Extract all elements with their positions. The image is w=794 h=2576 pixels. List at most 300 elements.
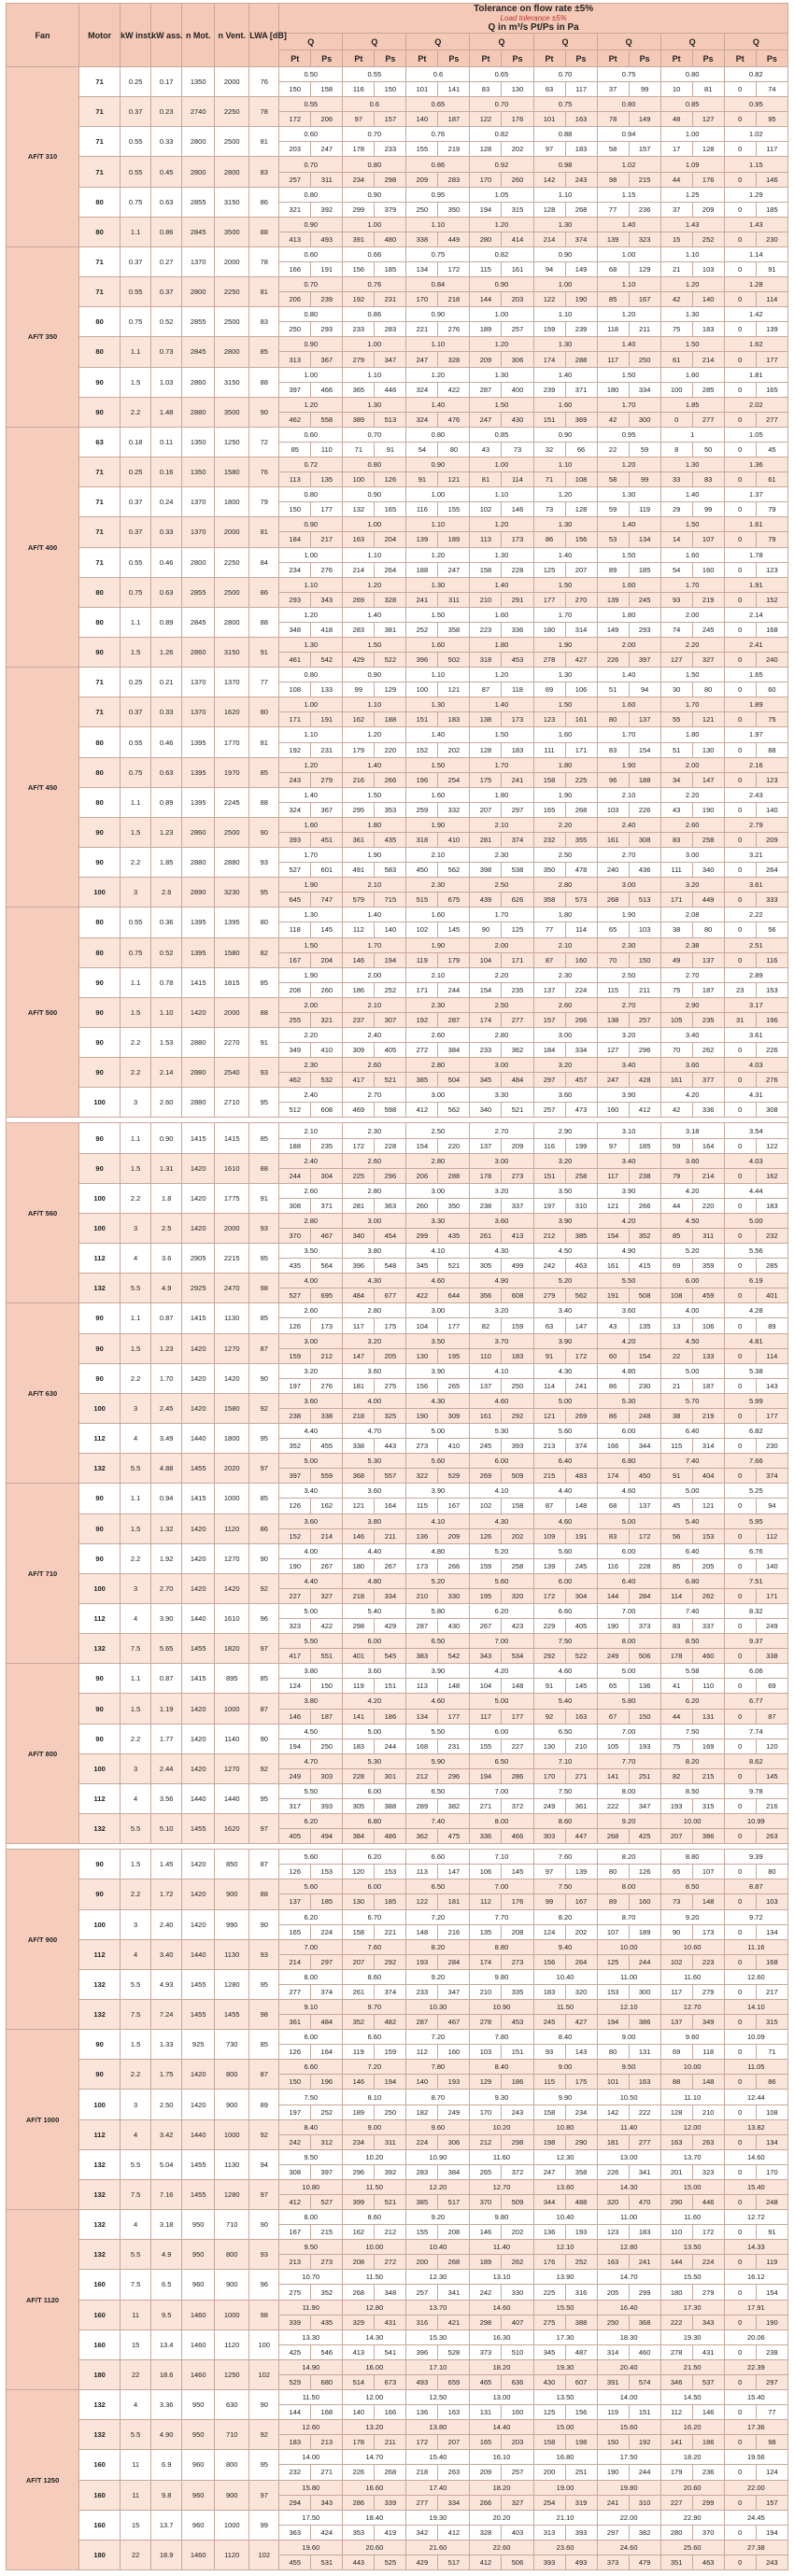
static-pressure-value: 123 xyxy=(756,562,787,577)
flow-rate-value: 3.00 xyxy=(406,1088,470,1103)
flow-rate-value: 4.03 xyxy=(724,1058,787,1073)
total-pressure-value: 244 xyxy=(279,1168,311,1183)
total-pressure-value: 136 xyxy=(406,2405,438,2420)
total-pressure-value: 200 xyxy=(406,2255,438,2270)
sound-level: 90 xyxy=(249,1909,279,1939)
motor-rpm: 1455 xyxy=(182,1454,215,1484)
static-pressure-value: 483 xyxy=(565,1469,597,1484)
motor-rpm: 1455 xyxy=(182,1969,215,1999)
total-pressure-value: 0 xyxy=(724,742,756,757)
flow-rate-value: 0.80 xyxy=(660,67,724,82)
flow-rate-value: 2.50 xyxy=(597,967,660,982)
total-pressure-value: 154 xyxy=(406,1138,438,1153)
static-pressure-value: 140 xyxy=(756,1558,787,1573)
motor-size: 90 xyxy=(79,1028,121,1058)
total-pressure-value: 365 xyxy=(343,382,375,397)
total-pressure-value: 161 xyxy=(597,1259,629,1274)
static-pressure-value: 160 xyxy=(629,1894,660,1909)
static-pressure-value: 135 xyxy=(311,472,343,487)
kw-installed: 5.5 xyxy=(121,1814,151,1844)
total-pressure-value: 158 xyxy=(343,1924,375,1939)
total-pressure-value: 0 xyxy=(724,683,756,697)
flow-rate-value: 7.80 xyxy=(406,2060,470,2075)
table-row xyxy=(7,277,788,292)
flow-rate-value: 16.20 xyxy=(660,2420,724,2435)
total-pressure-value: 43 xyxy=(470,442,502,457)
flow-rate-value: 4.70 xyxy=(343,1424,406,1439)
static-pressure-value: 297 xyxy=(756,2374,787,2389)
flow-rate-value: 9.50 xyxy=(279,2240,343,2255)
flow-rate-value: 3.61 xyxy=(724,878,787,893)
flow-rate-value: 9.20 xyxy=(406,1969,470,1984)
total-pressure-value: 162 xyxy=(343,2225,375,2240)
flow-rate-value: 11.90 xyxy=(279,2300,343,2315)
flow-rate-value: 4.70 xyxy=(279,1753,343,1768)
kw-installed: 1.1 xyxy=(121,1303,151,1333)
total-pressure-value: 316 xyxy=(406,2315,438,2330)
total-pressure-value: 126 xyxy=(279,1499,311,1513)
total-pressure-value: 31 xyxy=(724,1012,756,1027)
flow-rate-value: 0.80 xyxy=(279,187,343,202)
static-pressure-value: 160 xyxy=(565,952,597,967)
static-pressure-value: 127 xyxy=(692,112,724,127)
total-pressure-value: 125 xyxy=(533,2405,565,2420)
flow-rate-value: 1.14 xyxy=(724,246,787,261)
static-pressure-value: 217 xyxy=(311,532,343,547)
total-pressure-value: 279 xyxy=(533,1288,565,1303)
total-pressure-value: 245 xyxy=(533,2015,565,2030)
sound-level: 88 xyxy=(249,997,279,1027)
fan-rpm: 895 xyxy=(215,1664,249,1694)
static-pressure-value: 154 xyxy=(756,2285,787,2300)
total-pressure-value: 318 xyxy=(406,832,438,847)
static-pressure-value: 314 xyxy=(565,622,597,637)
static-pressure-value: 369 xyxy=(565,412,597,427)
total-pressure-value: 54 xyxy=(406,442,438,457)
flow-rate-value: 3.90 xyxy=(533,1213,597,1228)
total-pressure-value: 158 xyxy=(533,772,565,787)
kw-installed: 0.75 xyxy=(121,757,151,787)
fan-rpm: 900 xyxy=(215,1879,249,1909)
fan-model: AF/T 350 xyxy=(7,246,79,427)
static-pressure-value: 385 xyxy=(565,1229,597,1244)
total-pressure-value: 118 xyxy=(597,322,629,337)
flow-rate-value: 1.90 xyxy=(279,878,343,893)
total-pressure-value: 53 xyxy=(597,532,629,547)
static-pressure-value: 268 xyxy=(565,202,597,217)
total-pressure-value: 0 xyxy=(724,292,756,307)
total-pressure-value: 119 xyxy=(343,2045,375,2060)
fan-rpm: 2500 xyxy=(215,127,249,157)
static-pressure-value: 147 xyxy=(692,772,724,787)
static-pressure-value: 551 xyxy=(311,1649,343,1664)
total-pressure-value: 150 xyxy=(279,82,311,97)
flow-rate-value: 0.72 xyxy=(279,457,343,472)
motor-rpm: 1420 xyxy=(182,997,215,1027)
flow-rate-value: 1.00 xyxy=(533,277,597,292)
flow-rate-value: 1.30 xyxy=(343,397,406,412)
motor-rpm: 2855 xyxy=(182,307,215,337)
total-pressure-value: 203 xyxy=(279,142,311,157)
fan-rpm: 2800 xyxy=(215,157,249,187)
motor-rpm: 1455 xyxy=(182,2149,215,2179)
total-pressure-value: 257 xyxy=(406,2285,438,2300)
motor-rpm: 1440 xyxy=(182,1783,215,1813)
static-pressure-value: 268 xyxy=(565,802,597,817)
motor-rpm: 960 xyxy=(182,2510,215,2540)
motor-rpm: 1420 xyxy=(182,1694,215,1724)
flow-rate-value: 16.60 xyxy=(343,2480,406,2495)
kw-absorbed: 2.45 xyxy=(151,1393,182,1423)
flow-rate-value: 6.50 xyxy=(406,1634,470,1649)
static-pressure-value: 407 xyxy=(502,2315,533,2330)
total-pressure-value: 213 xyxy=(279,2255,311,2270)
static-pressure-value: 534 xyxy=(502,1649,533,1664)
flow-rate-value: 4.20 xyxy=(597,1333,660,1348)
static-pressure-value: 220 xyxy=(438,1138,470,1153)
total-pressure-value: 271 xyxy=(470,1798,502,1813)
kw-absorbed: 0.23 xyxy=(151,97,182,127)
total-pressure-value: 37 xyxy=(597,82,629,97)
flow-rate-value: 1.42 xyxy=(724,307,787,322)
total-pressure-value: 393 xyxy=(279,832,311,847)
flow-rate-value: 5.20 xyxy=(660,1244,724,1259)
flow-rate-value: 5.56 xyxy=(724,1244,787,1259)
total-pressure-value: 140 xyxy=(406,2075,438,2090)
sound-level: 85 xyxy=(249,1123,279,1153)
kw-absorbed: 3.6 xyxy=(151,1244,182,1274)
flow-rate-value: 5.40 xyxy=(343,1603,406,1618)
total-pressure-value: 238 xyxy=(470,1198,502,1213)
kw-installed: 4 xyxy=(121,2390,151,2420)
static-pressure-value: 557 xyxy=(375,1469,406,1484)
static-pressure-value: 204 xyxy=(375,532,406,547)
flow-rate-value: 6.00 xyxy=(533,1573,597,1588)
static-pressure-value: 167 xyxy=(565,1894,597,1909)
sound-level: 78 xyxy=(249,246,279,276)
total-pressure-value: 512 xyxy=(279,1103,311,1118)
total-pressure-value: 265 xyxy=(470,2164,502,2179)
header-kw-ass: kW ass. xyxy=(151,4,182,67)
total-pressure-value: 227 xyxy=(279,1588,311,1603)
total-pressure-value: 157 xyxy=(533,1012,565,1027)
flow-rate-value: 3.00 xyxy=(343,1213,406,1228)
flow-rate-value: 0.80 xyxy=(279,487,343,502)
flow-rate-value: 3.20 xyxy=(533,1058,597,1073)
flow-rate-value: 3.40 xyxy=(660,1028,724,1043)
total-pressure-value: 154 xyxy=(597,1229,629,1244)
total-pressure-value: 158 xyxy=(470,562,502,577)
flow-rate-value: 1.43 xyxy=(724,217,787,232)
total-pressure-value: 73 xyxy=(533,502,565,517)
total-pressure-value: 412 xyxy=(406,1103,438,1118)
flow-rate-value: 1.70 xyxy=(470,908,533,922)
kw-installed: 0.55 xyxy=(121,157,151,187)
fan-rpm: 900 xyxy=(215,2270,249,2300)
table-row xyxy=(7,2420,788,2435)
flow-rate-value: 5.00 xyxy=(470,1694,533,1709)
static-pressure-value: 374 xyxy=(756,1469,787,1484)
flow-rate-value: 1.40 xyxy=(660,487,724,502)
static-pressure-value: 151 xyxy=(629,2405,660,2420)
static-pressure-value: 443 xyxy=(375,1439,406,1454)
static-pressure-value: 159 xyxy=(375,2045,406,2060)
total-pressure-value: 44 xyxy=(660,1709,692,1724)
flow-rate-value: 2.10 xyxy=(470,817,533,832)
total-pressure-value: 212 xyxy=(470,2134,502,2149)
total-pressure-value: 180 xyxy=(533,622,565,637)
kw-absorbed: 1.23 xyxy=(151,817,182,847)
total-pressure-value: 105 xyxy=(660,1012,692,1027)
flow-rate-value: 8.20 xyxy=(406,1939,470,1954)
flow-rate-value: 2.50 xyxy=(470,878,533,893)
total-pressure-value: 401 xyxy=(343,1649,375,1664)
flow-rate-value: 7.50 xyxy=(279,2090,343,2104)
static-pressure-value: 352 xyxy=(629,1229,660,1244)
static-pressure-value: 79 xyxy=(756,532,787,547)
flow-rate-value: 24.45 xyxy=(724,2510,787,2525)
flow-rate-value: 0.95 xyxy=(597,427,660,442)
table-row xyxy=(7,2330,788,2344)
total-pressure-value: 161 xyxy=(470,1408,502,1423)
sound-level: 95 xyxy=(249,1088,279,1118)
kw-installed: 5.5 xyxy=(121,1454,151,1484)
static-pressure-value: 564 xyxy=(311,1259,343,1274)
flow-rate-value: 3.00 xyxy=(406,1303,470,1318)
static-pressure-value: 168 xyxy=(311,2405,343,2420)
static-pressure-value: 374 xyxy=(311,1984,343,1999)
flow-rate-value: 2.70 xyxy=(597,848,660,863)
flow-rate-value: 1.02 xyxy=(724,127,787,142)
total-pressure-value: 71 xyxy=(533,472,565,487)
total-pressure-value: 65 xyxy=(660,1865,692,1879)
flow-rate-value: 19.56 xyxy=(724,2450,787,2465)
static-pressure-value: 427 xyxy=(565,653,597,668)
total-pressure-value: 126 xyxy=(279,1318,311,1333)
kw-installed: 0.55 xyxy=(121,727,151,757)
total-pressure-value: 239 xyxy=(533,382,565,397)
flow-rate-value: 5.70 xyxy=(660,1393,724,1408)
motor-rpm: 960 xyxy=(182,2480,215,2510)
flow-rate-value: 0.84 xyxy=(406,277,470,292)
static-pressure-value: 146 xyxy=(692,2405,724,2420)
kw-absorbed: 1.19 xyxy=(151,1694,182,1724)
static-pressure-value: 301 xyxy=(375,1768,406,1783)
flow-rate-value: 3.61 xyxy=(724,1028,787,1043)
table-row xyxy=(7,367,788,382)
flow-rate-value: 9.80 xyxy=(470,1969,533,1984)
static-pressure-value: 185 xyxy=(756,202,787,217)
total-pressure-value: 59 xyxy=(597,502,629,517)
static-pressure-value: 310 xyxy=(629,2495,660,2510)
table-row xyxy=(7,967,788,982)
flow-rate-value: 6.00 xyxy=(597,1424,660,1439)
static-pressure-value: 187 xyxy=(311,1709,343,1724)
motor-rpm: 1440 xyxy=(182,1939,215,1969)
static-pressure-value: 337 xyxy=(692,1619,724,1634)
flow-rate-value: 1.05 xyxy=(724,427,787,442)
static-pressure-value: 216 xyxy=(438,1924,470,1939)
flow-rate-value: 3.20 xyxy=(533,1153,597,1168)
total-pressure-value: 455 xyxy=(279,2555,311,2569)
static-pressure-value: 254 xyxy=(438,772,470,787)
static-pressure-value: 453 xyxy=(502,653,533,668)
flow-rate-value: 0.90 xyxy=(343,187,406,202)
header-lwa: LWA [dB] xyxy=(249,4,279,67)
flow-rate-value: 9.39 xyxy=(724,1850,787,1865)
flow-rate-value: 5.30 xyxy=(470,1424,533,1439)
total-pressure-value: 178 xyxy=(343,2435,375,2450)
motor-size: 90 xyxy=(79,1303,121,1333)
flow-rate-value: 6.20 xyxy=(470,1603,533,1618)
total-pressure-value: 116 xyxy=(597,1558,629,1573)
total-pressure-value: 0 xyxy=(724,622,756,637)
total-pressure-value: 151 xyxy=(533,1168,565,1183)
total-pressure-value: 156 xyxy=(533,1954,565,1969)
total-pressure-value: 234 xyxy=(343,2134,375,2149)
total-pressure-value: 179 xyxy=(660,2465,692,2480)
static-pressure-value: 238 xyxy=(756,2344,787,2359)
static-pressure-value: 287 xyxy=(438,1012,470,1027)
flow-rate-value: 2.30 xyxy=(533,967,597,982)
total-pressure-value: 106 xyxy=(470,1865,502,1879)
motor-size: 71 xyxy=(79,157,121,187)
static-pressure-value: 167 xyxy=(438,1499,470,1513)
table-row xyxy=(7,1724,788,1738)
static-pressure-value: 381 xyxy=(375,622,406,637)
static-pressure-value: 133 xyxy=(692,1348,724,1363)
total-pressure-value: 0 xyxy=(724,1259,756,1274)
total-pressure-value: 493 xyxy=(406,2374,438,2389)
total-pressure-value: 0 xyxy=(724,562,756,577)
flow-rate-value: 5.00 xyxy=(660,1484,724,1499)
table-row xyxy=(7,2179,788,2194)
static-pressure-value: 221 xyxy=(375,1924,406,1939)
total-pressure-value: 156 xyxy=(406,1378,438,1393)
static-pressure-value: 410 xyxy=(438,832,470,847)
total-pressure-value: 161 xyxy=(597,832,629,847)
static-pressure-value: 183 xyxy=(756,1198,787,1213)
static-pressure-value: 292 xyxy=(502,1408,533,1423)
flow-rate-value: 4.10 xyxy=(406,1513,470,1528)
total-pressure-value: 0 xyxy=(660,412,692,427)
flow-rate-value: 11.40 xyxy=(470,2240,533,2255)
motor-rpm: 1415 xyxy=(182,1303,215,1333)
total-pressure-value: 23 xyxy=(724,982,756,997)
total-pressure-value: 225 xyxy=(533,2285,565,2300)
static-pressure-value: 148 xyxy=(502,1679,533,1694)
total-pressure-value: 74 xyxy=(660,622,692,637)
flow-rate-value: 8.80 xyxy=(660,1850,724,1865)
static-pressure-value: 529 xyxy=(438,1469,470,1484)
total-pressure-value: 121 xyxy=(597,1198,629,1213)
total-pressure-value: 290 xyxy=(660,2195,692,2210)
static-pressure-value: 298 xyxy=(375,172,406,187)
static-pressure-value: 118 xyxy=(502,683,533,697)
total-pressure-value: 396 xyxy=(343,1259,375,1274)
flow-rate-value: 4.30 xyxy=(470,1244,533,1259)
kw-absorbed: 1.33 xyxy=(151,2030,182,2060)
total-pressure-value: 112 xyxy=(406,2045,438,2060)
total-pressure-value: 417 xyxy=(343,1073,375,1088)
flow-rate-value: 2.30 xyxy=(406,997,470,1012)
total-pressure-value: 13 xyxy=(660,1318,692,1333)
total-pressure-value: 151 xyxy=(406,712,438,727)
total-pressure-value: 338 xyxy=(343,1439,375,1454)
flow-rate-value: 5.50 xyxy=(279,1634,343,1649)
static-pressure-value: 532 xyxy=(311,1073,343,1088)
static-pressure-value: 277 xyxy=(692,412,724,427)
flow-rate-value: 9.90 xyxy=(533,2090,597,2104)
total-pressure-value: 269 xyxy=(343,592,375,607)
motor-size: 71 xyxy=(79,487,121,517)
sound-level: 81 xyxy=(249,517,279,547)
total-pressure-value: 102 xyxy=(406,922,438,937)
total-pressure-value: 167 xyxy=(279,952,311,967)
kw-absorbed: 9.8 xyxy=(151,2480,182,2510)
static-pressure-value: 447 xyxy=(565,1829,597,1844)
total-pressure-value: 261 xyxy=(470,1229,502,1244)
motor-size: 80 xyxy=(79,337,121,367)
total-pressure-value: 373 xyxy=(470,2344,502,2359)
kw-installed: 3 xyxy=(121,1088,151,1118)
fan-rpm: 2800 xyxy=(215,607,249,637)
kw-absorbed: 1.48 xyxy=(151,397,182,427)
static-pressure-value: 244 xyxy=(629,1954,660,1969)
table-row xyxy=(7,246,788,261)
kw-absorbed: 3.36 xyxy=(151,2390,182,2420)
static-pressure-value: 404 xyxy=(692,1469,724,1484)
static-pressure-value: 419 xyxy=(375,2525,406,2540)
static-pressure-value: 393 xyxy=(565,2525,597,2540)
total-pressure-value: 275 xyxy=(533,2315,565,2330)
static-pressure-value: 299 xyxy=(692,2495,724,2510)
fan-rpm: 710 xyxy=(215,2420,249,2450)
flow-rate-value: 3.40 xyxy=(533,1303,597,1318)
total-pressure-value: 137 xyxy=(660,2015,692,2030)
flow-rate-value: 6.50 xyxy=(470,1753,533,1768)
sound-level: 88 xyxy=(249,217,279,246)
kw-absorbed: 0.46 xyxy=(151,547,182,577)
flow-rate-value: 22.00 xyxy=(724,2480,787,2495)
flow-rate-value: 6.50 xyxy=(406,1879,470,1894)
static-pressure-value: 212 xyxy=(311,1348,343,1363)
total-pressure-value: 286 xyxy=(343,2495,375,2510)
sound-level: 81 xyxy=(249,727,279,757)
static-pressure-value: 212 xyxy=(375,2225,406,2240)
static-pressure-value: 154 xyxy=(629,742,660,757)
total-pressure-value: 0 xyxy=(724,472,756,487)
total-pressure-value: 329 xyxy=(343,2315,375,2330)
static-pressure-value: 147 xyxy=(438,1865,470,1879)
motor-size: 160 xyxy=(79,2510,121,2540)
motor-size: 112 xyxy=(79,1424,121,1454)
flow-rate-value: 9.00 xyxy=(533,2060,597,2075)
flow-rate-value: 1.40 xyxy=(343,908,406,922)
static-pressure-value: 89 xyxy=(756,1318,787,1333)
flow-rate-value: 5.58 xyxy=(660,1664,724,1679)
kw-absorbed: 0.17 xyxy=(151,67,182,97)
static-pressure-value: 601 xyxy=(311,863,343,878)
total-pressure-value: 0 xyxy=(724,2315,756,2330)
total-pressure-value: 439 xyxy=(470,893,502,908)
static-pressure-value: 522 xyxy=(565,1649,597,1664)
motor-rpm: 1440 xyxy=(182,1603,215,1633)
total-pressure-value: 130 xyxy=(406,1348,438,1363)
static-pressure-value: 126 xyxy=(375,472,406,487)
static-pressure-value: 422 xyxy=(438,382,470,397)
motor-size: 132 xyxy=(79,1814,121,1844)
